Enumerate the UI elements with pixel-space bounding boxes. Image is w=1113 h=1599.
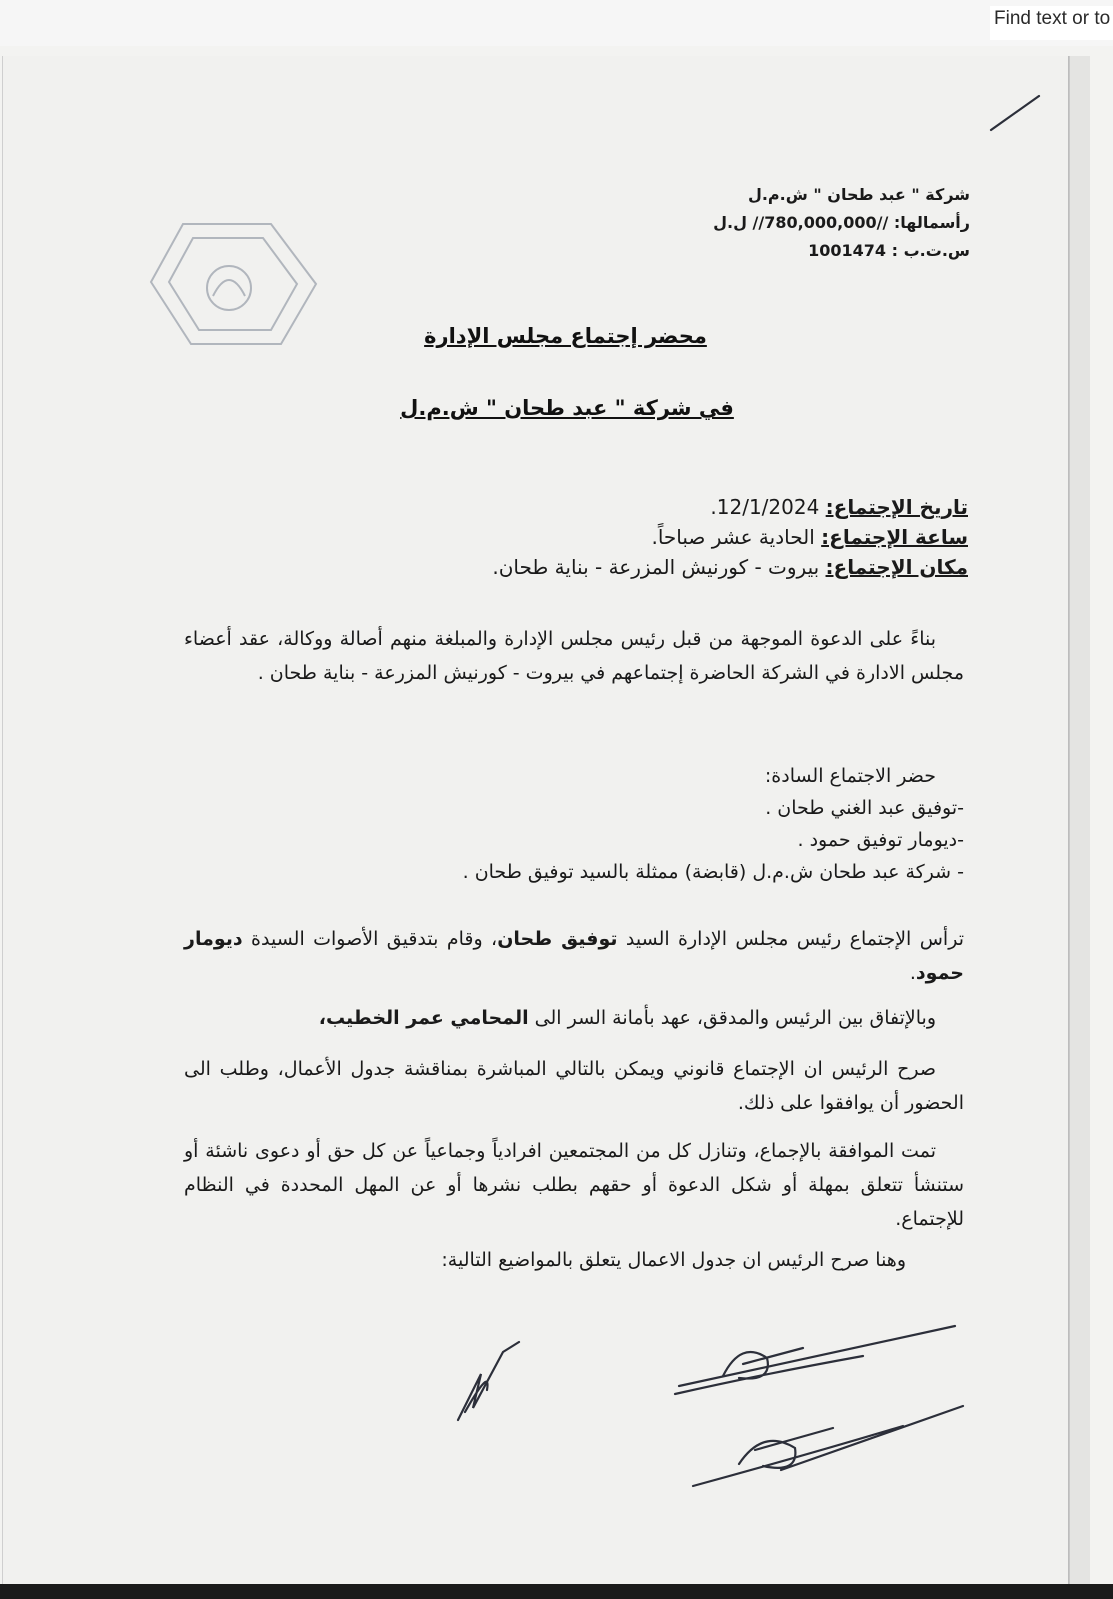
- chair-text-2: ، وقام بتدقيق الأصوات السيدة: [242, 928, 498, 950]
- secretary-text: وبالإتفاق بين الرئيس والمدقق، عهد بأمانة السر الى: [528, 1007, 936, 1029]
- document-title: محضر إجتماع مجلس الإدارة: [424, 324, 707, 348]
- meeting-date-label: تاريخ الإجتماع:: [825, 495, 968, 519]
- secretary-name: المحامي عمر الخطيب: [325, 1007, 529, 1029]
- legal-statement: صرح الرئيس ان الإجتماع قانوني ويمكن بالتالي المباشرة بمناقشة جدول الأعمال، وطلب الى الحضور أن يوافقوا على ذلك.: [184, 1058, 964, 1114]
- company-capital: رأسمالها: //780,000,000// ل.ل: [713, 213, 970, 232]
- auditor-name: ديومار حمود: [184, 928, 964, 984]
- chair-text: ترأس الإجتماع رئيس مجلس الإدارة السيد: [617, 928, 964, 950]
- attendance-heading: حضر الاجتماع السادة:: [764, 765, 936, 787]
- agenda-intro: وهنا صرح الرئيس ان جدول الاعمال يتعلق بالمواضيع التالية:: [441, 1249, 906, 1271]
- company-registry: س.ت.ب : 1001474: [808, 241, 970, 260]
- vertical-scrollbar[interactable]: [1069, 56, 1090, 1584]
- corner-slash-mark: [991, 96, 1039, 130]
- secretary-end: ،: [318, 1007, 326, 1029]
- taskbar-strip: [0, 1584, 1113, 1599]
- viewer-toolbar: [0, 0, 1113, 46]
- attendee-item: -توفيق عبد الغني طحان .: [765, 797, 964, 819]
- find-placeholder: Find text or to: [994, 8, 1111, 29]
- waiver-paragraph: تمت الموافقة بالإجماع، وتنازل كل من المجتمعين افرادياً وجماعياً عن كل حق أو دعوى ناشئة أو ستنشأ تتعلق بمهلة أو شكل الدعوة أو حقهم بطلب نشرها أو عن المهل المحددة في النظام للإجتماع.: [184, 1140, 964, 1230]
- attendee-item: - شركة عبد طحان ش.م.ل (قابضة) ممثلة بالسيد توفيق طحان .: [462, 861, 964, 883]
- meeting-time-value: الحادية عشر صباحاً.: [651, 525, 815, 549]
- chair-name: توفيق طحان: [497, 928, 618, 950]
- signature-right-1: [675, 1348, 863, 1394]
- company-name: شركة " عبد طحان " ش.م.ل: [747, 185, 970, 204]
- signature-left: [458, 1342, 519, 1420]
- meeting-date-value: 12/1/2024.: [710, 495, 820, 519]
- signature-right-2: [693, 1406, 963, 1486]
- meeting-time-label: ساعة الإجتماع:: [821, 525, 968, 549]
- signatures: [3, 56, 1068, 1584]
- attendee-item: -ديومار توفيق حمود .: [797, 829, 964, 851]
- meeting-place-value: بيروت - كورنيش المزرعة - بناية طحان.: [492, 555, 820, 579]
- chair-end: .: [909, 962, 916, 984]
- document-page: [2, 56, 1069, 1584]
- meeting-place-label: مكان الإجتماع:: [825, 555, 968, 579]
- document-subtitle: في شركة " عبد طحان " ش.م.ل: [400, 396, 734, 420]
- signature-right-stroke: [679, 1326, 955, 1386]
- intro-paragraph: بناءً على الدعوة الموجهة من قبل رئيس مجلس الإدارة والمبلغة منهم أصالة ووكالة، عقد أعضاء مجلس الادارة في الشركة الحاضرة إجتماعهم في بيروت - كورنيش المزرعة - بناية طحان .: [184, 628, 964, 684]
